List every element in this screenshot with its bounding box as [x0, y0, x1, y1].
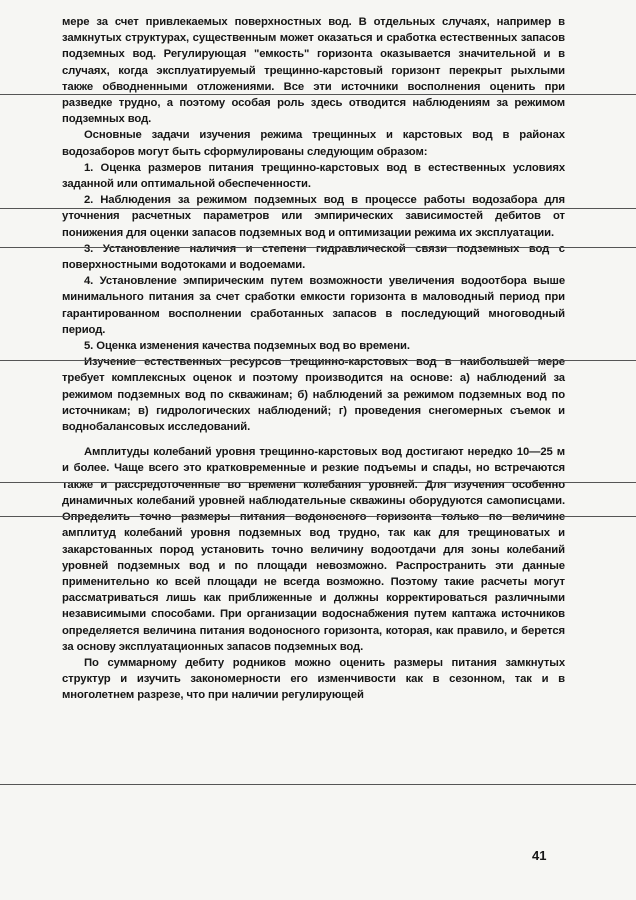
page-number: 41	[532, 848, 547, 863]
scan-rule	[0, 360, 636, 361]
paragraph: Изучение естественных ресурсов трещинно-карстовых вод в наибольшей мере требует комплексных оценок и поэтому производится на основе: а) наблюдений за режимом подземных вод по скважинам; б) наблюдений за режимом подземных вод по источникам; в) гидрологических наблюдений; г) проведения снегомерных съемок и воднобалансовых исследований.	[62, 356, 565, 434]
page-text-column	[62, 14, 565, 704]
paragraph: Амплитуды колебаний уровня трещинно-карстовых вод достигают нередко 10—25 м и более. Чаще всего это кратковременные и резкие подъемы и спады, но встречаются также и рассредоточенные во времени колебания уровней. Для изучения особенно динамичных колебаний уровней наблюдательные скважины оборудуются самописцами. Определить точно размеры питания водоносного горизонта только по величине амплитуд колебаний уровня подземных вод трудно, так как для трещиноватых и закарстованных пород установить точно величину водоотдачи для зоны колебаний уровней подземных вод и по площади невозможно. Распространить эти данные применительно ко всей площади не всегда возможно. Поэтому такие расчеты могут рассматриваться лишь как приближенные и должны корректироваться различными независимыми способами. При организации водоснабжения путем каптажа источников определяется величина питания водоносного горизонта, которая, как правило, и берется за основу эксплуатационных запасов подземных вод.	[62, 446, 565, 653]
list-item: 5. Оценка изменения качества подземных вод во времени.	[84, 340, 410, 353]
list-item: 1. Оценка размеров питания трещинно-карстовых вод в естественных условиях заданной или оптимальной обеспеченности.	[62, 161, 565, 191]
scan-rule	[0, 784, 636, 785]
list-item: 2. Наблюдения за режимом подземных вод в процессе работы водозабора для уточнения расчетных параметров или эмпирических зависимостей дебитов от понижения для оценки запасов подземных вод и оптимизации режима их эксплуатации.	[62, 194, 565, 239]
scan-rule	[0, 482, 636, 483]
paragraph: По суммарному дебиту родников можно оценить размеры питания замкнутых структур и изучить закономерности его изменчивости как в сезонном, так и в многолетнем разрезе, что при наличии регулирующей	[62, 656, 565, 702]
paragraph: Основные задачи изучения режима трещинных и карстовых вод в районах водозаборов могут быть сформулированы следующим образом:	[62, 129, 565, 158]
scan-rule	[0, 208, 636, 209]
paragraph: мере за счет привлекаемых поверхностных вод. В отдельных случаях, например в замкнутых структурах, существенным может оказаться и сработка естественных запасов подземных вод. Регулирующая "емкость" горизонта оказывается значительной и в случаях, когда эксплуатируемый трещинно-карстовый горизонт перекрыт рыхлыми также обводненными отложениями. Все эти источники восполнения оценить при разведке трудно, а поэтому особая роль здесь отводится наблюдениям за режимом подземных вод.	[62, 16, 565, 126]
scan-rule	[0, 247, 636, 248]
list-item: 3. Установление наличия и степени гидравлической связи подземных вод с поверхностными водотоками и водоемами.	[62, 242, 565, 272]
scan-rule	[0, 516, 636, 517]
list-item: 4. Установление эмпирическим путем возможности увеличения водоотбора выше минимального питания за счет сработки емкости горизонта в маловодный период при гарантированном восполнении сработанных запасов в последующий многоводный период.	[62, 275, 565, 336]
scan-rule	[0, 94, 636, 95]
